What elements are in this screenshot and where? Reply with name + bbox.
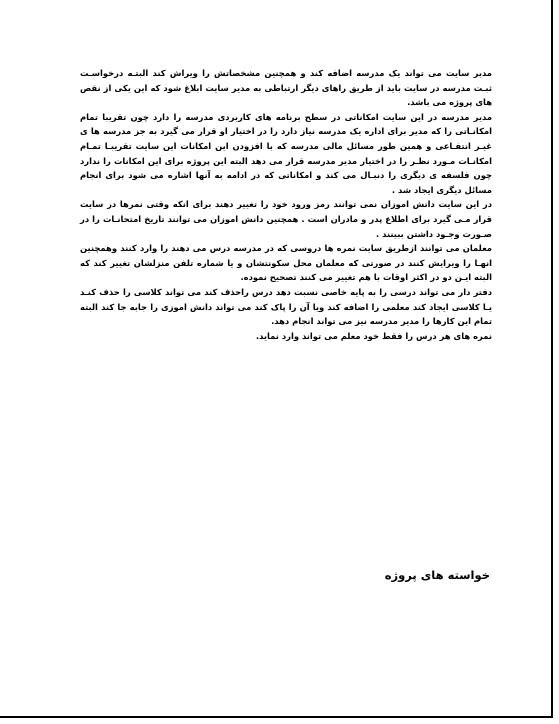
paragraph-site-admin: مدیر سایت می تواند یک مدرسه اضافه کند و همچنین مشخصاتش را ویراش کند البتـه درخواسـت ثبـت مدرسه در سایت باید از طریق راهای دیگر ارتباطی به مدیر سایت ابلاغ شود که این یکی از نقص های پروژه می باشد. xyxy=(80,68,492,108)
body-text xyxy=(80,66,492,343)
paragraph-students: در این سایت دانش اموزان نمی توانند رمز ورود خود را تغییر دهند برای انکه وقتی نمرها در سایت قرار مـی گیرد برای اطلاع پدر و مادران است . همچنین دانش اموزان می توانند تاریخ امتحانـات را در صـورت وجـود داشتن ببینند . xyxy=(80,199,492,239)
paragraph-grades: نمره های هر درس را فقط خود معلم می تواند وارد نماید. xyxy=(255,330,492,341)
paragraph-school-principal: مدیر مدرسه در این سایت امکاناتی در سطح برنامه های کاربردی مدرسه را دارد چون تقریبا تمام امکانـاتی را که مدیر برای اداره یک مدرسه نیاز دارد را در اختیار او قرار می گیرد به جز مدرسه ها ی غیـر انتفـاعی و همین طور مسائل مالی مدرسه که با افزودن این امکانات این سایت تقریبـا تمـام امکانـات مـورد نظـر را در اختیار مدیر مدرسه قرار می دهد البته این پروژه برای این امکانات را ندارد چون فلسفه ی دیگری را دنبـال می کند و امکاناتی که در ادامه به آنها اشاره می شود برای انجام مسائل دیگری ایجاد شد . xyxy=(80,111,492,195)
paragraph-teachers: معلمان می توانند ازطریق سایت نمره ها دروسی که در مدرسه درس می دهند را وارد کنند وهمچنین انهـا را ویرایش کنند در صورتی که معلمان محل سکونتشان و یا شماره تلفن منزلشان تغییر کند که البته ایـن دو در اکثر اوقات با هم تغییر می کنند تصحیح نموده. xyxy=(80,243,492,283)
section-heading: خواسته های پروژه xyxy=(384,568,490,582)
paragraph-registrar: دفتر دار می تواند درسی را به پایه خاصی نسبت دهد درس راحذف کند می تواند کلاسی را حذف کنـد یـا کلاسی ایجاد کند معلمی را اضافه کند ویا آن را پاک کند می تواند دانش اموزی را جابه جا کند البته تمام این کارها را مدیر مدرسه نیز می تواند انجام دهد. xyxy=(80,286,492,327)
